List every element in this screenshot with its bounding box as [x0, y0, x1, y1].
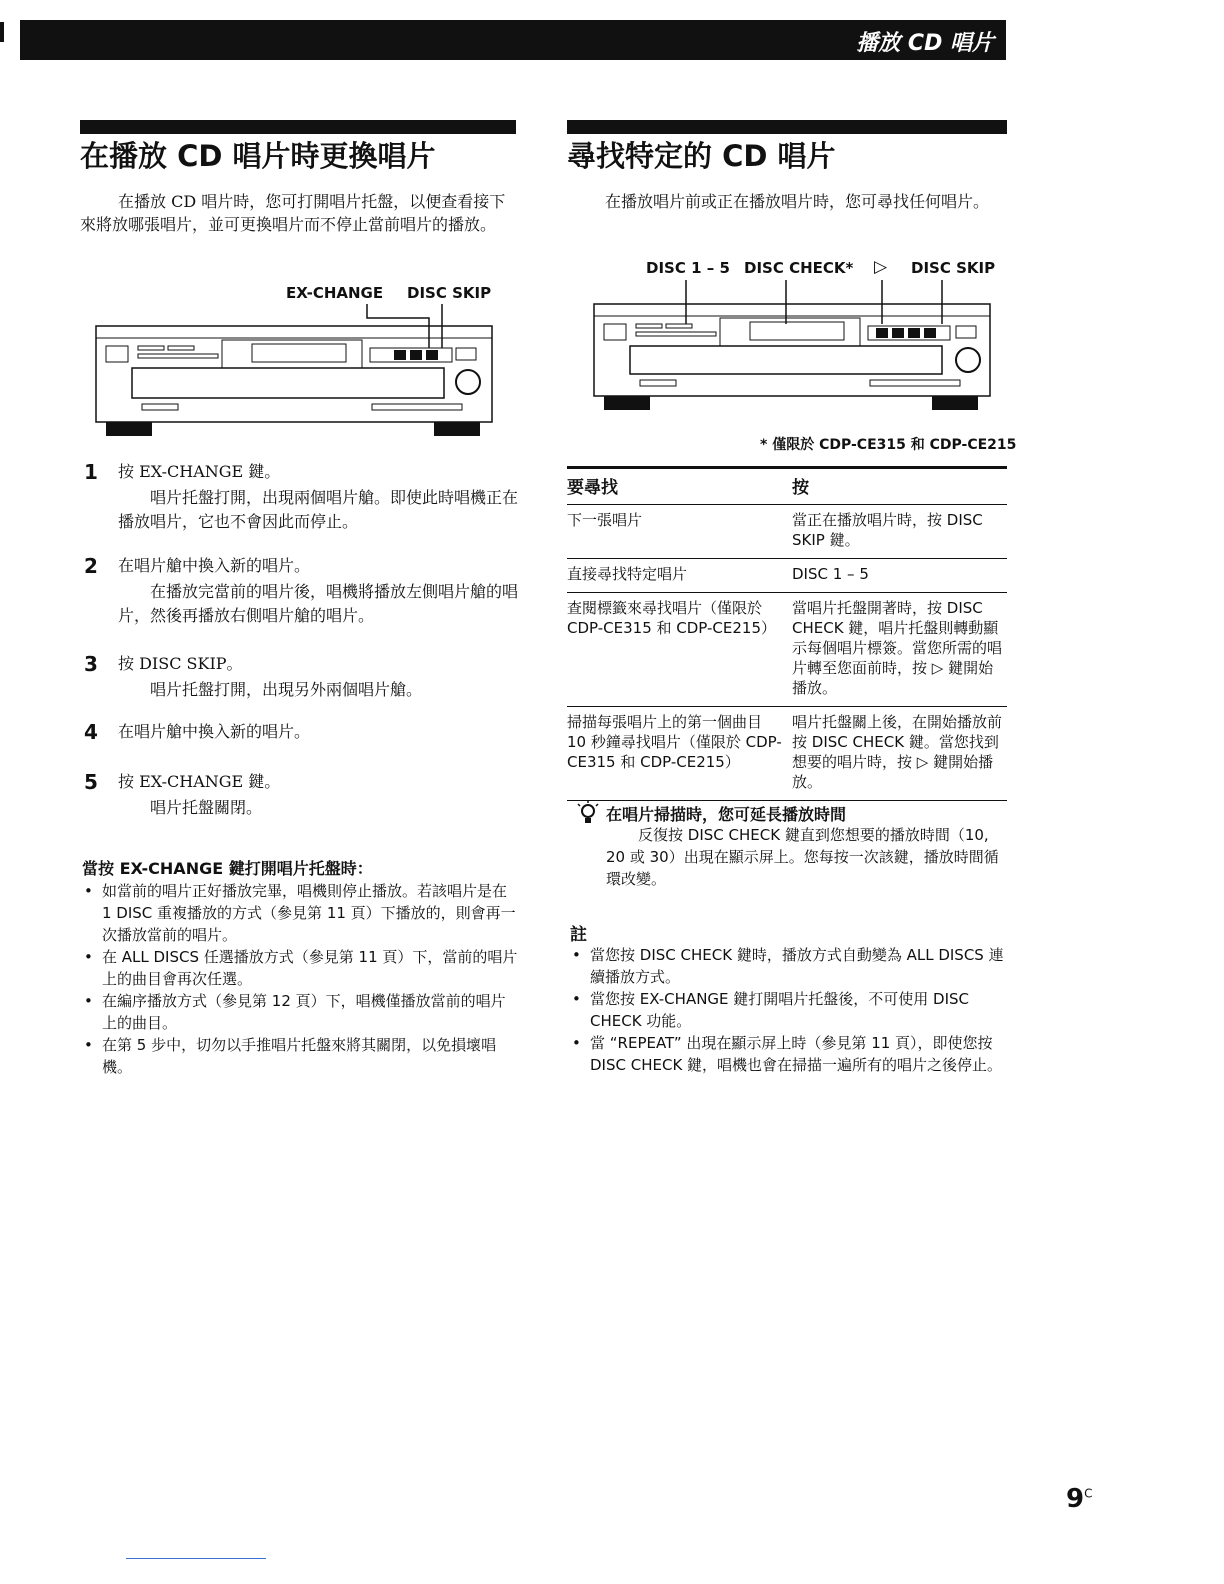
step-number: 1	[84, 460, 98, 484]
step-number: 5	[84, 770, 98, 794]
left-steps	[80, 460, 520, 830]
table-row	[567, 707, 1007, 801]
right-section-title: 尋找特定的 CD 唱片	[567, 139, 836, 173]
step-text: 在唱片艙中換入新的唱片。	[118, 556, 311, 575]
step-4	[80, 720, 520, 770]
play-icon: ▷	[874, 257, 888, 277]
table-row	[567, 505, 1007, 559]
step-1	[80, 460, 520, 542]
note-item: • 如當前的唱片正好播放完畢，唱機則停止播放。若該唱片是在 1 DISC 重複播放的方式（參見第 11 頁）下播放的，則會再一次播放當前的唱片。	[82, 880, 520, 946]
step-detail: 唱片托盤打開，出現兩個唱片艙。即使此時唱機正在播放唱片，它也不會因此而停止。	[118, 488, 519, 531]
header-bar	[20, 20, 1006, 60]
note-item: • 當您按 DISC CHECK 鍵時，播放方式自動變為 ALL DISCS 連續播放方式。	[570, 944, 1012, 988]
tip-lightbulb-icon	[576, 800, 600, 826]
step-detail: 在播放完當前的唱片後，唱機將播放左側唱片艙的唱片，然後再播放右側唱片艙的唱片。	[118, 582, 519, 625]
note-item: • 當您按 EX-CHANGE 鍵打開唱片托盤後，不可使用 DISC CHECK 功能。	[570, 988, 1012, 1032]
note-item: • 在編序播放方式（參見第 12 頁）下，唱機僅播放當前的唱片上的曲目。	[82, 990, 520, 1034]
right-intro: 在播放唱片前或正在播放唱片時，您可尋找任何唱片。	[605, 192, 990, 211]
table-row	[567, 593, 1007, 707]
step-2	[80, 554, 520, 652]
step-3	[80, 652, 520, 720]
table-cell: 當正在播放唱片時，按 DISC SKIP 鍵。	[792, 505, 1007, 559]
right-section-rule	[567, 120, 1007, 134]
left-margin-mark	[0, 22, 4, 42]
label-disc-check: DISC CHECK*	[744, 259, 854, 277]
left-notes-list	[82, 880, 520, 1078]
label-exchange: EX-CHANGE	[286, 284, 384, 302]
note-item: • 在第 5 步中，切勿以手推唱片托盤來將其關閉，以免損壞唱機。	[82, 1034, 520, 1078]
label-disc-1-5: DISC 1 – 5	[646, 259, 730, 277]
table-cell: 下一張唱片	[567, 505, 792, 559]
page-number-suffix: C	[1084, 1486, 1093, 1501]
table-cell: 唱片托盤關上後，在開始播放前按 DISC CHECK 鍵。當您找到想要的唱片時，按 ▷ 鍵開始播放。	[792, 707, 1007, 801]
page-number-value: 9	[1066, 1484, 1085, 1514]
tip-text: 反復按 DISC CHECK 鍵直到您想要的播放時間（10, 20 或 30）出現在顯示屏上。您每按一次該鍵，播放時間循環改變。	[606, 826, 999, 888]
table-header-row	[567, 468, 1007, 505]
step-number: 4	[84, 720, 98, 744]
label-disc-skip-right: DISC SKIP	[911, 259, 996, 277]
tip-heading: 在唱片掃描時，您可延長播放時間	[606, 805, 847, 824]
left-intro: 在播放 CD 唱片時，您可打開唱片托盤，以便查看接下來將放哪張唱片，並可更換唱片而不停止當前唱片的播放。	[80, 192, 506, 234]
right-footnote: * 僅限於 CDP-CE315 和 CDP-CE215	[760, 437, 1017, 453]
page-number	[1066, 1484, 1092, 1514]
table-cell: 掃描每張唱片上的第一個曲目 10 秒鐘尋找唱片（僅限於 CDP-CE315 和 CDP-CE215）	[567, 707, 792, 801]
bottom-rule	[126, 1558, 266, 1559]
table-header-cell: 按	[792, 468, 1007, 505]
step-text: 按 EX-CHANGE 鍵。	[118, 772, 281, 791]
table-cell: 查閱標籤來尋找唱片（僅限於 CDP-CE315 和 CDP-CE215）	[567, 593, 792, 707]
step-text: 按 DISC SKIP。	[118, 654, 243, 673]
left-section-rule	[80, 120, 516, 134]
search-table	[567, 466, 1007, 801]
step-text: 在唱片艙中換入新的唱片。	[118, 722, 311, 741]
table-cell: 當唱片托盤開著時，按 DISC CHECK 鍵，唱片托盤則轉動顯示每個唱片標簽。當您所需的唱片轉至您面前時，按 ▷ 鍵開始播放。	[792, 593, 1007, 707]
cd-player-illustration-left	[92, 300, 496, 446]
step-text: 按 EX-CHANGE 鍵。	[118, 462, 281, 481]
table-cell: 直接尋找特定唱片	[567, 559, 792, 593]
step-number: 3	[84, 652, 98, 676]
table-cell: DISC 1 – 5	[792, 559, 1007, 593]
table-row	[567, 559, 1007, 593]
header-section-title: 播放 CD 唱片	[856, 31, 994, 56]
step-detail: 唱片托盤打開，出現另外兩個唱片艙。	[150, 680, 423, 699]
cd-player-illustration-right	[590, 276, 994, 418]
step-number: 2	[84, 554, 98, 578]
step-detail: 唱片托盤關閉。	[150, 798, 263, 817]
left-section-title: 在播放 CD 唱片時更換唱片	[80, 139, 436, 173]
right-notes-heading: 註	[570, 925, 587, 945]
table-header-cell: 要尋找	[567, 468, 792, 505]
note-item: • 在 ALL DISCS 任選播放方式（參見第 11 頁）下，當前的唱片上的曲目會再次任選。	[82, 946, 520, 990]
left-notes-heading: 當按 EX-CHANGE 鍵打開唱片托盤時：	[82, 859, 373, 878]
note-item: • 當 “REPEAT” 出現在顯示屏上時（參見第 11 頁），即使您按 DISC CHECK 鍵，唱機也會在掃描一遍所有的唱片之後停止。	[570, 1032, 1012, 1076]
label-disc-skip-left: DISC SKIP	[407, 284, 492, 302]
right-notes-list	[570, 944, 1012, 1076]
step-5	[80, 770, 520, 830]
